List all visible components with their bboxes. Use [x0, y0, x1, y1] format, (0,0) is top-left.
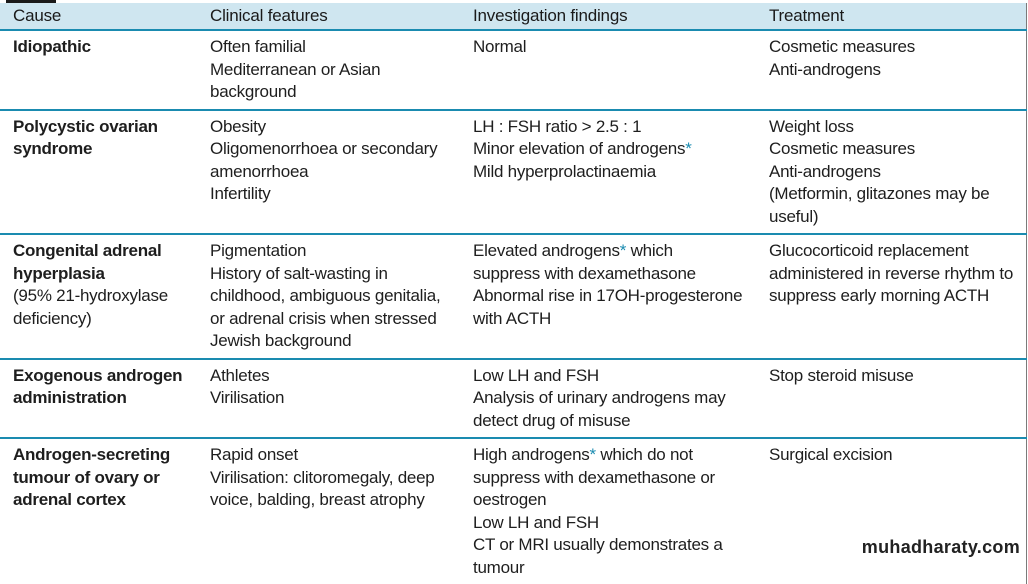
treatment-line: Glucocorticoid replacement: [769, 241, 969, 260]
treatment-line: Cosmetic measures: [769, 139, 915, 158]
cause-cell: [0, 234, 197, 359]
header-clinical-features: Clinical features: [197, 3, 460, 30]
investigation-line: Mild hyperprolactinaemia: [473, 161, 656, 181]
asterisk-footnote-marker: *: [685, 139, 692, 158]
cause-text: Exogenous androgen: [13, 365, 183, 385]
cause-text: tumour of ovary or: [13, 467, 160, 487]
treatment-line: Anti-androgens: [769, 59, 881, 79]
investigation-line: LH : FSH ratio > 2.5 : 1: [473, 116, 642, 136]
investigation-line: Abnormal rise in 17OH-progesterone: [473, 286, 743, 305]
investigation-line: [473, 138, 752, 161]
cause-text: Polycystic ovarian: [13, 116, 158, 136]
cause-cell: [0, 30, 197, 110]
clinical-line: childhood, ambiguous genitalia,: [210, 286, 441, 305]
investigation-line: Normal: [473, 37, 527, 56]
cause-text: Androgen-secreting: [13, 445, 171, 464]
investigation-text: which do not: [595, 445, 693, 464]
investigation-line: CT or MRI usually demonstrates a: [473, 535, 723, 554]
treatment-line: Surgical excision: [769, 445, 893, 464]
treatment-line: administered in reverse rhythm to: [769, 263, 1014, 283]
treatment-line: suppress early morning ACTH: [769, 286, 990, 305]
investigation-line: oestrogen: [473, 490, 547, 509]
investigation-line: suppress with dexamethasone or: [473, 467, 715, 487]
treatment-cell: [756, 110, 1026, 235]
clinical-line: Rapid onset: [210, 445, 298, 464]
treatment-cell: [756, 30, 1026, 110]
clinical-line: Virilisation: [210, 388, 285, 407]
cause-subtext: deficiency): [13, 308, 92, 328]
treatment-cell: [756, 359, 1026, 439]
header-cause: Cause: [0, 3, 197, 30]
investigation-line: [473, 240, 752, 263]
cause-text: Idiopathic: [13, 37, 91, 56]
treatment-line: Stop steroid misuse: [769, 365, 914, 385]
cause-subtext: (95% 21-hydroxylase: [13, 286, 168, 305]
cause-text: administration: [13, 388, 127, 407]
cause-text: Congenital adrenal: [13, 241, 162, 260]
investigation-line: Low LH and FSH: [473, 365, 599, 385]
investigation-line: Analysis of urinary androgens may: [473, 388, 726, 407]
investigation-line: [473, 444, 752, 467]
cause-text: syndrome: [13, 139, 93, 158]
clinical-line: voice, balding, breast atrophy: [210, 490, 425, 509]
watermark-text: muhadharaty.com: [861, 537, 1020, 557]
cause-text: adrenal cortex: [13, 490, 126, 509]
clinical-line: Mediterranean or Asian: [210, 59, 381, 79]
header-treatment: Treatment: [756, 3, 1026, 30]
clinical-line: Pigmentation: [210, 241, 307, 260]
treatment-cell: [756, 438, 1026, 584]
clinical-line: Obesity: [210, 116, 266, 136]
treatment-line: Weight loss: [769, 116, 854, 136]
cause-cell: [0, 110, 197, 235]
cause-text: hyperplasia: [13, 263, 105, 283]
investigation-line: tumour: [473, 557, 525, 577]
hirsutism-causes-table: [0, 3, 1027, 584]
investigation-line: with ACTH: [473, 308, 552, 328]
treatment-cell: [756, 234, 1026, 359]
table-row-cah: [0, 234, 1026, 359]
clinical-line: Athletes: [210, 365, 270, 385]
investigation-line: suppress with dexamethasone: [473, 263, 696, 283]
clinical-cell: [197, 30, 460, 110]
clinical-line: Infertility: [210, 184, 271, 203]
investigation-line: detect drug of misuse: [473, 410, 631, 430]
investigation-line: Low LH and FSH: [473, 512, 599, 532]
asterisk-footnote-marker: *: [619, 241, 627, 260]
investigation-text: Elevated androgens: [473, 241, 620, 260]
table-row-idiopathic: [0, 30, 1026, 110]
table-row-pcos: [0, 110, 1026, 235]
clinical-line: Often familial: [210, 37, 306, 56]
clinical-cell: [197, 359, 460, 439]
clinical-cell: [197, 110, 460, 235]
clinical-cell: [197, 234, 460, 359]
investigation-text: which: [626, 241, 673, 260]
header-investigation-findings: Investigation findings: [460, 3, 756, 30]
clinical-line: Oligomenorrhoea or secondary: [210, 139, 438, 158]
clinical-line: Virilisation: clitoromegaly, deep: [210, 467, 435, 487]
cause-cell: [0, 359, 197, 439]
asterisk-footnote-marker: *: [589, 445, 596, 464]
clinical-line: or adrenal crisis when stressed: [210, 308, 437, 328]
investigation-cell: [460, 30, 756, 110]
treatment-line: Cosmetic measures: [769, 37, 915, 56]
clinical-line: background: [210, 82, 297, 101]
investigation-cell: [460, 438, 756, 584]
table-row-tumour: [0, 438, 1026, 584]
treatment-line: Anti-androgens: [769, 161, 881, 181]
investigation-cell: [460, 359, 756, 439]
treatment-line: (Metformin, glitazones may be: [769, 184, 990, 203]
clinical-line: amenorrhoea: [210, 161, 309, 181]
investigation-cell: [460, 110, 756, 235]
clinical-line: History of salt-wasting in: [210, 263, 388, 283]
cause-cell: [0, 438, 197, 584]
investigation-text: Minor elevation of androgens: [473, 139, 686, 158]
investigation-text: High androgens: [473, 445, 590, 464]
investigation-cell: [460, 234, 756, 359]
clinical-line: Jewish background: [210, 331, 352, 350]
header-row: [0, 3, 1026, 30]
table-row-exogenous: [0, 359, 1026, 439]
treatment-line: useful): [769, 206, 819, 226]
clinical-cell: [197, 438, 460, 584]
